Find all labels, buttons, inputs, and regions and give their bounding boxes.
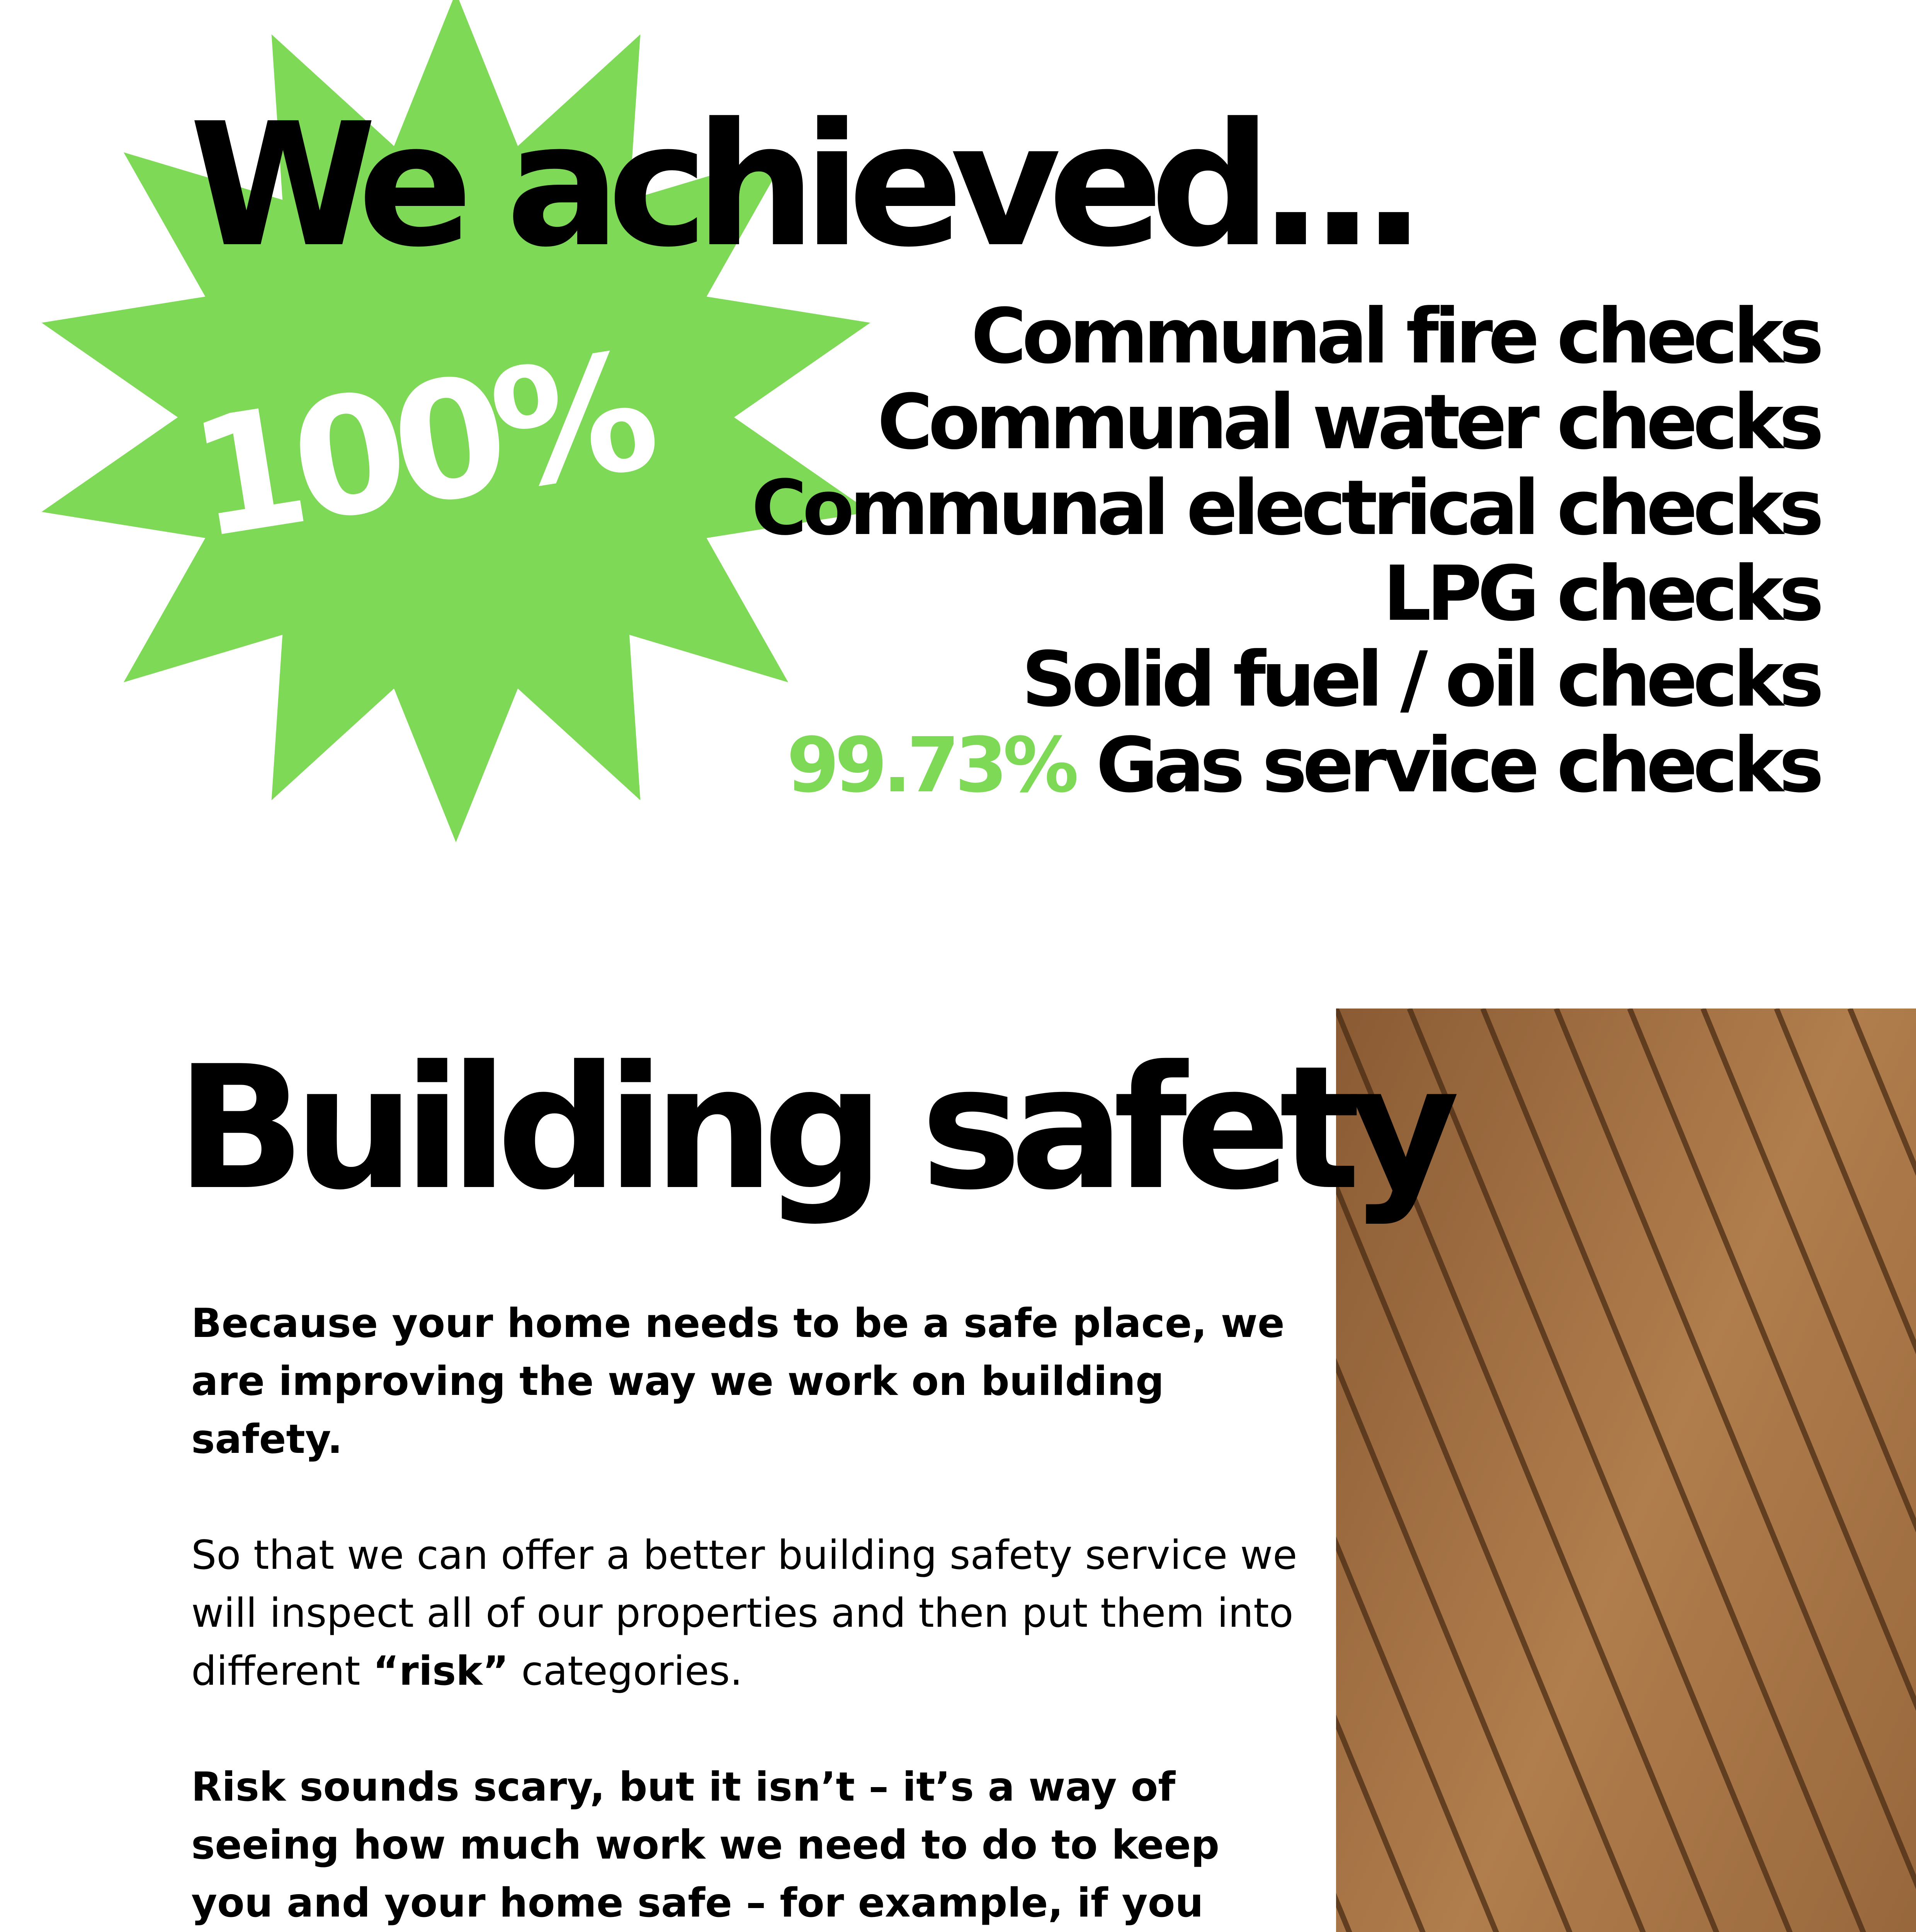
checks-list — [751, 294, 1819, 808]
headline-percent: 100% — [179, 317, 659, 575]
check-item-label: Gas service checks — [1096, 721, 1819, 810]
check-item-label: LPG checks — [1383, 550, 1819, 638]
check-item — [751, 294, 1819, 379]
body-text — [191, 1294, 1312, 1932]
intro-paragraph: Because your home needs to be a safe place, we are improving the way we work on building safety. — [191, 1300, 1285, 1463]
paragraph-text: So that we can offer a better building safety service we will inspect all of our properties and then put them into different — [191, 1532, 1297, 1694]
paragraph-text: categories. — [508, 1648, 743, 1694]
paragraph — [191, 1526, 1312, 1700]
check-item-label: Communal water checks — [877, 378, 1819, 466]
check-item — [751, 379, 1819, 465]
section-title: Building safety — [176, 1029, 1448, 1227]
check-item — [751, 551, 1819, 637]
achieved-heading: We achieved... — [189, 87, 1413, 284]
check-item-percent: 99.73% — [786, 721, 1074, 810]
check-item-label: Communal fire checks — [971, 293, 1819, 381]
check-item — [751, 637, 1819, 723]
check-item-label: Communal electrical checks — [751, 464, 1819, 552]
check-item — [751, 723, 1819, 808]
check-item — [751, 465, 1819, 551]
risk-paragraph: Risk sounds scary, but it isn’t – it’s a way of seeing how much work we need to do to keep you and your home safe – for example, if you — [191, 1764, 1220, 1926]
risk-term: “risk” — [373, 1648, 509, 1694]
check-item-label: Solid fuel / oil checks — [1022, 636, 1819, 724]
